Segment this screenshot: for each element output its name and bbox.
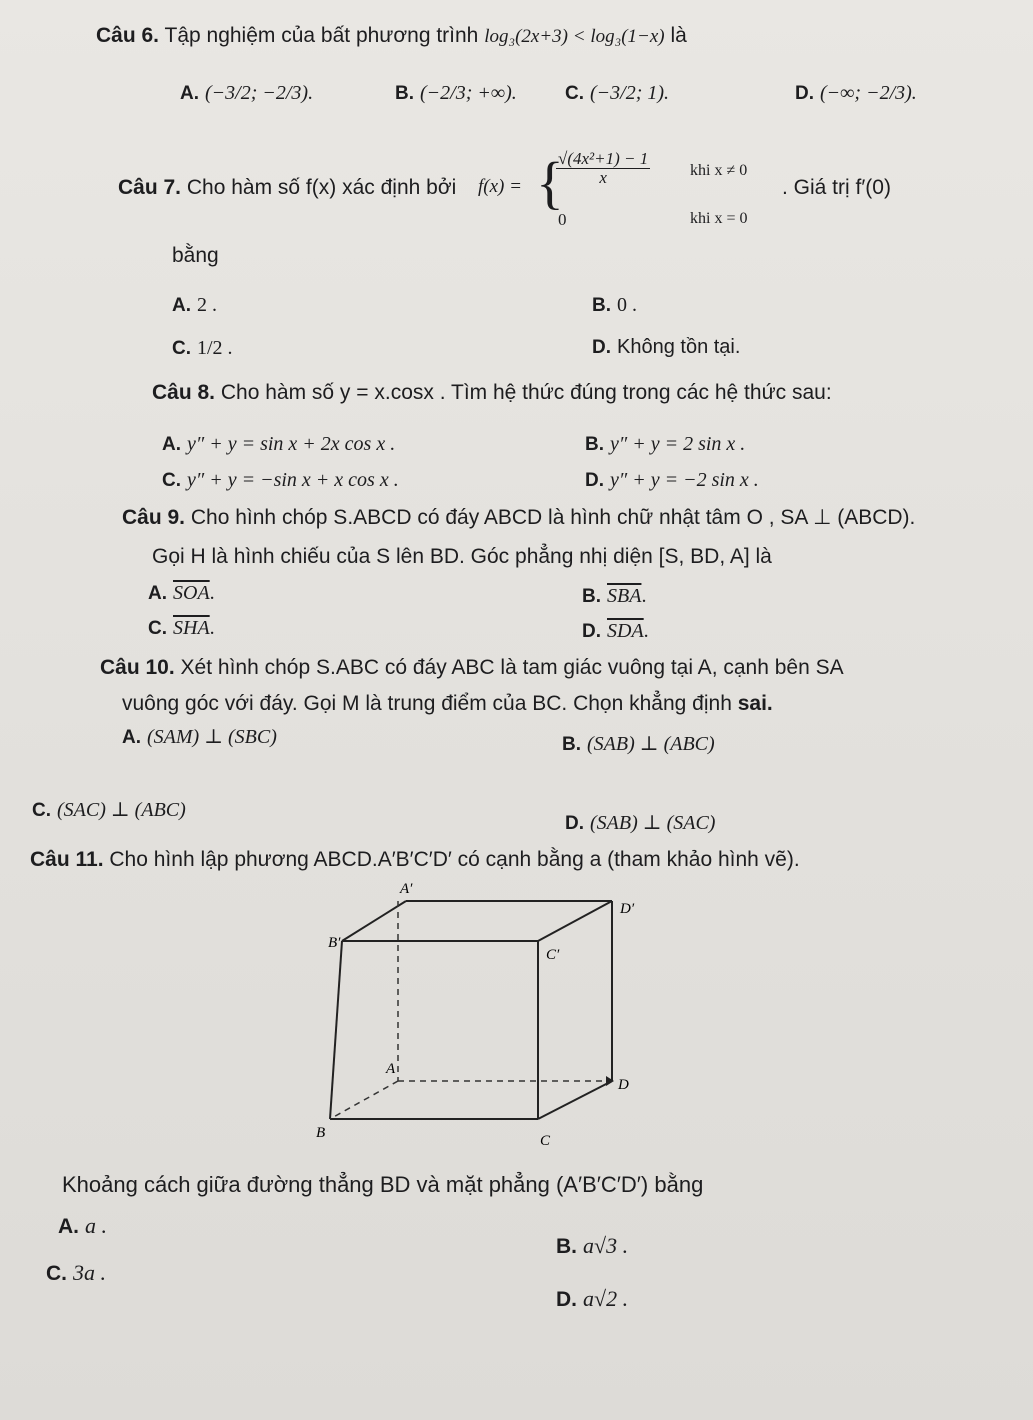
q6-option-c-value: (−3/2; 1).	[590, 82, 670, 104]
q7-option-b[interactable]: B. 0 .	[592, 294, 637, 316]
q8-option-d[interactable]: D. y″ + y = −2 sin x .	[585, 469, 759, 491]
q7-fx: f(x) =	[478, 176, 522, 197]
q8-option-a[interactable]: A. y″ + y = sin x + 2x cos x .	[162, 433, 396, 455]
q8-text: Cho hàm số y = x.cosx . Tìm hệ thức đúng trong các hệ thức sau:	[220, 381, 832, 404]
q7-text: Cho hàm số f(x) xác định bởi	[186, 176, 457, 199]
q10-option-b-value: (SAB) ⊥ (ABC)	[587, 733, 715, 755]
q7-case1-cond: khi x ≠ 0	[690, 162, 748, 179]
q7-option-a[interactable]: A. 2 .	[172, 294, 217, 316]
q7-case2-cond: khi x = 0	[690, 210, 748, 227]
q7-tail: . Giá trị f′(0)	[782, 176, 891, 199]
q10-option-c-value: (SAC) ⊥ (ABC)	[57, 799, 186, 821]
q9-option-a[interactable]: A. $\overline{SOA}$.	[148, 582, 215, 604]
q10-text: Xét hình chóp S.ABC có đáy ABC là tam giác vuông tại A, cạnh bên SA	[180, 656, 844, 679]
q6-option-d-value: (−∞; −2/3).	[820, 82, 917, 104]
q9-option-d-value: $\overline{SDA}$	[607, 620, 644, 642]
q7-case1-den: x	[599, 167, 607, 187]
q8-option-b[interactable]: B. y″ + y = 2 sin x .	[585, 433, 746, 455]
cube-figure	[300, 875, 660, 1155]
q11-option-b-value: a√3 .	[583, 1233, 629, 1258]
q7-option-d-value: Không tồn tại.	[617, 336, 741, 358]
q9-option-c[interactable]: C. $\overline{SHA}$.	[148, 617, 215, 639]
q11-option-c[interactable]: C. 3a .	[46, 1260, 106, 1285]
q7-option-b-value: 0 .	[617, 294, 637, 316]
q9-text2: Gọi H là hình chiếu của S lên BD. Góc phẳng nhị diện [S, BD, A] là	[152, 545, 772, 568]
edge-a-b-hidden	[330, 1081, 398, 1119]
q9-option-b-value: $\overline{SBA}$	[607, 585, 642, 607]
q7-label: Câu 7.	[118, 176, 182, 199]
q8-option-a-value: y″ + y = sin x + 2x cos x .	[187, 433, 396, 455]
q10-label: Câu 10.	[100, 656, 175, 679]
q10-option-d-value: (SAB) ⊥ (SAC)	[590, 812, 716, 834]
q9-stem	[122, 505, 915, 530]
edge-d1-c1	[538, 901, 612, 941]
q11-option-a-value: a .	[85, 1213, 107, 1238]
q10-text2: vuông góc với đáy. Gọi M là trung điểm của BC. Chọn khẳng định	[122, 692, 732, 715]
q9-option-c-value: $\overline{SHA}$	[173, 617, 210, 639]
q10-option-a-value: (SAM) ⊥ (SBC)	[147, 726, 277, 748]
q6-stem	[96, 24, 687, 48]
q11-label: Câu 11.	[30, 848, 104, 871]
q7-cont: bằng	[172, 244, 219, 267]
q7-option-d[interactable]: D. Không tồn tại.	[592, 336, 741, 358]
q10-emph: sai.	[737, 692, 773, 715]
q10-line2	[122, 692, 773, 716]
q11-option-b[interactable]: B. a√3 .	[556, 1233, 629, 1258]
q10-option-c[interactable]: C. (SAC) ⊥ (ABC)	[32, 799, 186, 821]
edge-c-d	[538, 1081, 612, 1119]
q9-option-a-value: $\overline{SOA}$	[173, 582, 210, 604]
q7-stem	[118, 176, 456, 200]
q9-option-d[interactable]: D. $\overline{SDA}$.	[582, 620, 649, 642]
label-d1: D′	[620, 901, 635, 917]
q6-label: Câu 6.	[96, 24, 160, 47]
q11-option-d[interactable]: D. a√2 .	[556, 1286, 629, 1311]
q6-option-b-value: (−2/3; +∞).	[420, 82, 517, 104]
q6-text: Tập nghiệm của bất phương trình	[164, 24, 479, 47]
edge-b1-b	[330, 941, 342, 1119]
q9-text: Cho hình chóp S.ABCD có đáy ABCD là hình chữ nhật tâm O , SA ⊥ (ABCD).	[190, 506, 916, 529]
q6-option-a-value: (−3/2; −2/3).	[205, 82, 314, 104]
q6-option-b[interactable]: B. (−2/3; +∞).	[395, 82, 517, 104]
q11-option-d-value: a√2 .	[583, 1286, 629, 1311]
label-a1: A′	[400, 881, 413, 897]
edge-a1-b1	[342, 901, 406, 941]
q9-option-b[interactable]: B. $\overline{SBA}$.	[582, 585, 647, 607]
q11-option-c-value: 3a .	[73, 1260, 106, 1285]
label-b: B	[316, 1125, 326, 1141]
label-d: D	[618, 1077, 629, 1093]
q6-option-d[interactable]: D. (−∞; −2/3).	[795, 82, 917, 104]
q10-option-b[interactable]: B. (SAB) ⊥ (ABC)	[562, 733, 715, 755]
q10-option-d[interactable]: D. (SAB) ⊥ (SAC)	[565, 812, 716, 834]
q10-option-a[interactable]: A. (SAM) ⊥ (SBC)	[122, 726, 277, 748]
q8-option-c-value: y″ + y = −sin x + x cos x .	[187, 469, 399, 491]
q7-case1-num: √(4x²+1) − 1	[558, 149, 649, 168]
q7-brace: {	[536, 150, 564, 215]
q9-label: Câu 9.	[122, 506, 186, 529]
label-b1: B′	[328, 935, 341, 951]
q8-option-d-value: y″ + y = −2 sin x .	[610, 469, 759, 491]
q11-text2: Khoảng cách giữa đường thẳng BD và mặt phẳng (A′B′C′D′) bằng	[62, 1172, 704, 1197]
q7-option-c[interactable]: C. 1/2 .	[172, 337, 233, 359]
q10-stem	[100, 656, 844, 680]
q6-option-c[interactable]: C. (−3/2; 1).	[565, 82, 670, 104]
q11-option-a[interactable]: A. a .	[58, 1213, 107, 1238]
q7-case1-fraction	[556, 150, 650, 187]
q8-stem	[152, 381, 832, 405]
q6-tail: là	[670, 24, 687, 47]
q11-text: Cho hình lập phương ABCD.A′B′C′D′ có cạnh bằng a (tham khảo hình vẽ).	[109, 848, 800, 871]
label-a: A	[386, 1061, 396, 1077]
q11-stem	[30, 848, 800, 872]
q8-option-c[interactable]: C. y″ + y = −sin x + x cos x .	[162, 469, 399, 491]
q7-option-a-value: 2 .	[197, 294, 217, 316]
q8-option-b-value: y″ + y = 2 sin x .	[610, 433, 746, 455]
label-c1: C′	[546, 947, 560, 963]
q7-case2-val: 0	[558, 210, 567, 229]
q7-option-c-value: 1/2 .	[197, 337, 233, 359]
q6-option-a[interactable]: A. (−3/2; −2/3).	[180, 82, 314, 104]
q8-label: Câu 8.	[152, 381, 216, 404]
q6-expr: log₃(2x+3) < log₃(1−x)	[484, 26, 665, 47]
label-c: C	[540, 1133, 551, 1149]
